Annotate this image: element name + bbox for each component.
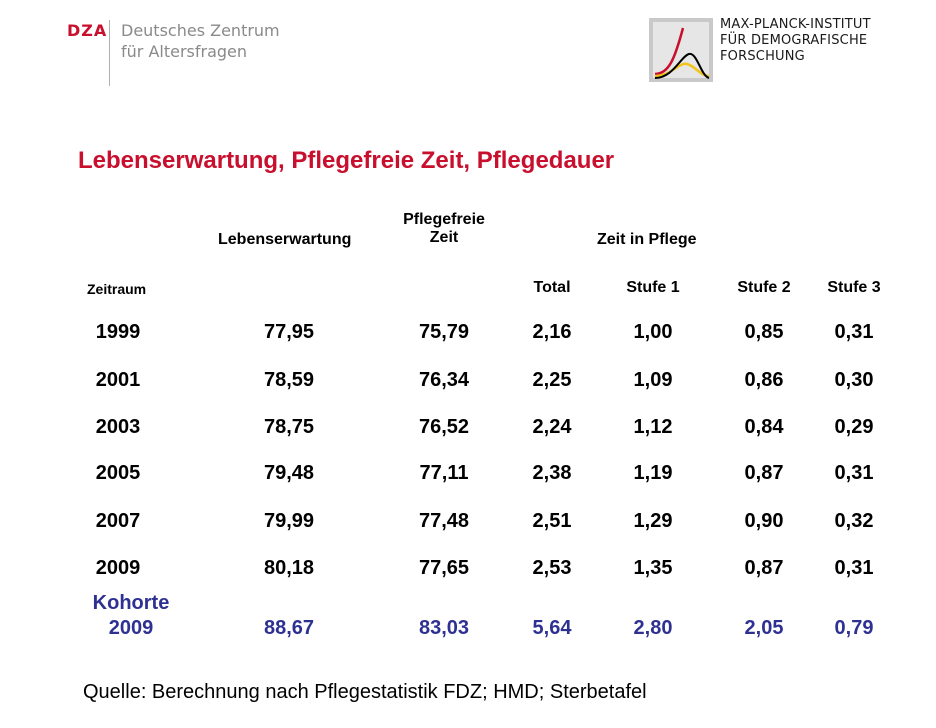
cell-kohorte-year: 2009 <box>108 617 154 639</box>
cell-lebenserwartung: 77,95 <box>263 321 315 343</box>
cell-pflegefreie: 77,11 <box>419 462 469 484</box>
header-stufe1: Stufe 1 <box>626 279 680 296</box>
header-total: Total <box>533 279 571 296</box>
cell-lebenserwartung: 79,48 <box>263 462 315 484</box>
cell-pflegefreie: 77,48 <box>418 510 470 532</box>
cell-stufe2: 2,05 <box>744 617 784 639</box>
cell-total: 5,64 <box>532 617 572 639</box>
cell-stufe1: 1,12 <box>633 416 673 438</box>
cell-zeitraum: 2005 <box>95 462 141 484</box>
cell-stufe3: 0,31 <box>834 557 874 579</box>
cell-stufe2: 0,90 <box>744 510 784 532</box>
cell-total: 2,16 <box>532 321 572 343</box>
dza-name-line1: Deutsches Zentrum <box>121 21 280 40</box>
cell-lebenserwartung: 78,75 <box>263 416 315 438</box>
header-pflegefreie-line1: Pflegefreie <box>403 211 485 228</box>
cell-stufe3: 0,79 <box>834 617 874 639</box>
cell-lebenserwartung: 80,18 <box>263 557 315 579</box>
cell-stufe1: 1,19 <box>633 462 673 484</box>
cell-pflegefreie: 76,52 <box>418 416 470 438</box>
source-note: Quelle: Berechnung nach Pflegestatistik FDZ; HMD; Sterbetafel <box>83 681 647 703</box>
cell-stufe1: 1,29 <box>633 510 673 532</box>
dza-name-line2: für Altersfragen <box>121 42 248 61</box>
cell-stufe2: 0,87 <box>744 557 784 579</box>
cell-total: 2,38 <box>532 462 572 484</box>
cell-total: 2,25 <box>532 369 572 391</box>
cell-stufe2: 0,87 <box>744 462 784 484</box>
mpi-name-line1: MAX-PLANCK-INSTITUT <box>720 17 871 32</box>
mpi-name-line2: FÜR DEMOGRAFISCHE <box>720 33 868 48</box>
cell-stufe3: 0,31 <box>834 321 874 343</box>
header-pflegefreie-zeit <box>394 211 494 247</box>
cell-kohorte-label: Kohorte <box>92 592 170 614</box>
page-title: Lebenserwartung, Pflegefreie Zeit, Pflegedauer <box>78 147 615 174</box>
header-zeit-in-pflege: Zeit in Pflege <box>597 231 697 248</box>
dza-logo-abbr: DZA <box>67 21 108 40</box>
cell-lebenserwartung: 88,67 <box>263 617 315 639</box>
cell-stufe1: 1,35 <box>633 557 673 579</box>
cell-pflegefreie: 75,79 <box>418 321 470 343</box>
mpi-name-line3: FORSCHUNG <box>720 49 805 64</box>
dza-divider <box>109 20 110 86</box>
header-lebenserwartung: Lebenserwartung <box>218 231 352 248</box>
cell-zeitraum: 2007 <box>95 510 141 532</box>
header-stufe3: Stufe 3 <box>827 279 881 296</box>
cell-total: 2,24 <box>532 416 572 438</box>
cell-total: 2,51 <box>532 510 572 532</box>
cell-stufe3: 0,30 <box>834 369 874 391</box>
cell-stufe1: 1,09 <box>633 369 673 391</box>
cell-total: 2,53 <box>532 557 572 579</box>
cell-stufe2: 0,86 <box>744 369 784 391</box>
cell-zeitraum: 2001 <box>95 369 141 391</box>
cell-lebenserwartung: 78,59 <box>263 369 315 391</box>
cell-stufe3: 0,32 <box>834 510 874 532</box>
cell-zeitraum: 2003 <box>95 416 141 438</box>
cell-pflegefreie: 76,34 <box>418 369 470 391</box>
cell-stufe2: 0,84 <box>744 416 784 438</box>
header-pflegefreie-line2: Zeit <box>429 229 459 246</box>
cell-stufe3: 0,31 <box>834 462 874 484</box>
cell-stufe1: 1,00 <box>633 321 673 343</box>
cell-zeitraum: 2009 <box>95 557 141 579</box>
header-stufe2: Stufe 2 <box>737 279 791 296</box>
cell-stufe1: 2,80 <box>633 617 673 639</box>
cell-stufe3: 0,29 <box>834 416 874 438</box>
cell-lebenserwartung: 79,99 <box>263 510 315 532</box>
header-zeitraum: Zeitraum <box>87 281 147 297</box>
cell-stufe2: 0,85 <box>744 321 784 343</box>
cell-pflegefreie: 83,03 <box>418 617 470 639</box>
mpi-logo-icon <box>649 18 713 82</box>
cell-zeitraum: 1999 <box>95 321 141 343</box>
cell-pflegefreie: 77,65 <box>418 557 470 579</box>
